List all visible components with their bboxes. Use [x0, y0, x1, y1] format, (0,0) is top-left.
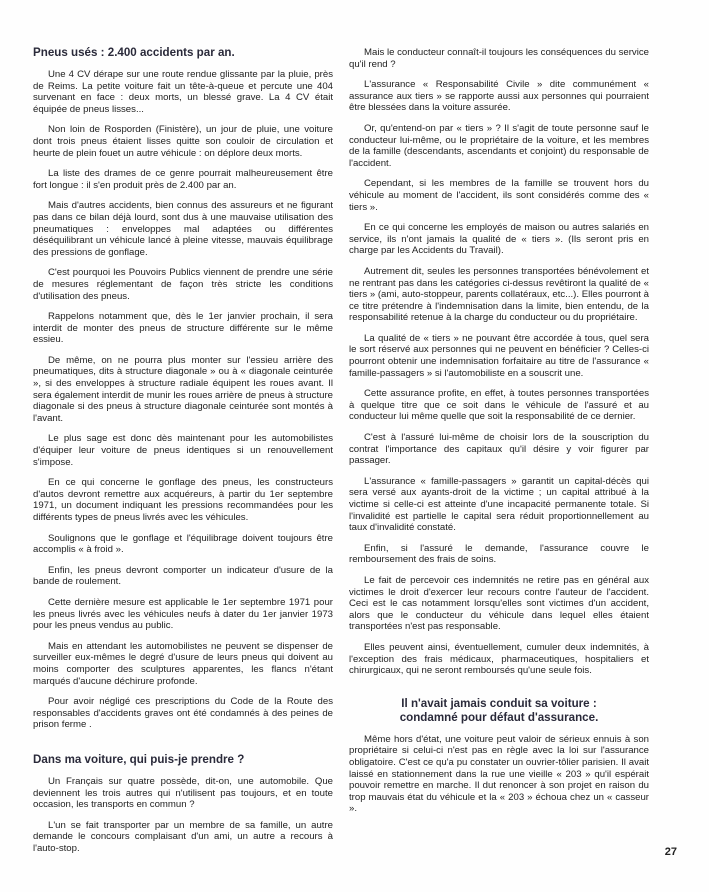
paragraph: C'est à l'assuré lui-même de choisir lors de la souscription du contrat l'importance des capitaux qu'il désire y voir figurer par passager.: [349, 432, 649, 467]
paragraph: En ce qui concerne le gonflage des pneus, les constructeurs d'autos devront remettre aux acquéreurs, à partir du 1er septembre 1971, un document indiquant les pressions recommandées pour les différents types de pneus livrés avec les véhicules.: [33, 477, 333, 523]
heading-pneus-uses: Pneus usés : 2.400 accidents par an.: [33, 46, 235, 59]
paragraph: L'un se fait transporter par un membre de sa famille, un autre demande le concours complaisant d'un ami, un autre a recours à l'auto-stop.: [33, 819, 333, 854]
paragraph: Même hors d'état, une voiture peut valoir de sérieux ennuis à son propriétaire si celui-ci n'est pas en règle avec la loi sur l'assurance obligatoire. C'est ce qu'a pu constater un ouvrier-tôlier parisien. Il avait laissé en stationnement dans la rue une vieille « 203 » qu'il espérait pouvoir remettre en marche. Il dut renoncer à son projet en raison du trop mauvais état du véhicule et la « 203 » échoua chez un « casseur ».: [349, 733, 649, 815]
paragraph: Mais d'autres accidents, bien connus des assureurs et ne figurant pas dans ce bilan déjà lourd, sont dus à une mauvaise utilisation des pneumatiques : enveloppes mal adaptées ou différentes déséquilibrant un véhicule lancé à pleine vitesse, mauvais équilibrage des pressions de gonflage.: [33, 200, 333, 258]
paragraph: La liste des drames de ce genre pourrait malheureusement être fort longue : il s'en produit près de 2.400 par an.: [33, 168, 333, 191]
page-number: 27: [664, 846, 677, 858]
paragraph: En ce qui concerne les employés de maison ou autres salariés en service, ils n'ont jamais la qualité de « tiers ». (Ils seront pris en charge par les Accidents du Travail).: [349, 222, 649, 257]
paragraph: Or, qu'entend-on par « tiers » ? Il s'agit de toute personne sauf le conducteur lui-même, ou le propriétaire de la voiture, et les membres de la famille (descendants, ascendants et conjoint) du responsable de l'accident.: [349, 122, 649, 169]
paragraph: Soulignons que le gonflage et l'équilibrage doivent toujours être accomplis « à froid ».: [33, 532, 333, 556]
paragraph: Cette dernière mesure est applicable le 1er septembre 1971 pour les pneus livrés avec les véhicules neufs à dater du 1er janvier 1973 pour les pneus vendus au public.: [33, 596, 333, 632]
paragraph: Pour avoir négligé ces prescriptions du Code de la Route des responsables d'accidents graves ont été condamnés à des peines de prison ferme .: [33, 696, 333, 731]
paragraph: Cette assurance profite, en effet, à toutes personnes transportées à quelque titre que ce soit dans le véhicule de l'assuré et au conducteur lui même quelle que soit la responsabilité de ce dernier.: [349, 388, 649, 423]
paragraph: Non loin de Rosporden (Finistère), un jour de pluie, une voiture dont trois pneus étaient lisses quitte son couloir de circulation et heurte de plein fouet un autre véhicule : on déplore deux morts.: [33, 124, 333, 159]
paragraph: L'assurance « famille-passagers » garantit un capital-décès qui sera versé aux ayants-droit de la victime ; un capital attribué à la victime si celle-ci est atteinte d'une incapacité permanente totale. Si l'invalidité est partielle le capital sera réduit proportionnellement au taux d'invalidité constaté.: [349, 475, 649, 534]
paragraph: De même, on ne pourra plus monter sur l'essieu arrière des pneumatiques, dits à structure diagonale » ou à « diagonale ceinturée », si des enveloppes à structure radiale équipent les roues avant. Il sera également interdit de munir les roues arrière de pneus à structure diagonale si des pneus à structure diagonale ceinturée sont montés à l'avant.: [33, 354, 333, 424]
paragraph: L'assurance « Responsabilité Civile » dite communément « assurance aux tiers » se rapporte aussi aux personnes qui pourraient être blessées dans la voiture assurée.: [349, 79, 649, 114]
paragraph: Enfin, les pneus devront comporter un indicateur d'usure de la bande de roulement.: [33, 564, 333, 588]
paragraph: Cependant, si les membres de la famille se trouvent hors du véhicule au moment de l'accident, ils sont considérés comme des « tiers ».: [349, 178, 649, 213]
paragraph: Rappelons notamment que, dès le 1er janvier prochain, il sera interdit de monter des pneus de structure différente sur le même essieu.: [33, 311, 333, 346]
paragraph: La qualité de « tiers » ne pouvant être accordée à tous, quel sera le sort réservé aux personnes qui ne peuvent en bénéficier ? Celles-ci pourront obtenir une indemnisation forfaitaire au titre de l'assurance « famille-passagers » si l'automobiliste en a souscrit une.: [349, 332, 649, 379]
paragraph: Le plus sage est donc dès maintenant pour les automobilistes d'équiper leur voiture de pneus identiques si un renouvellement s'impose.: [33, 433, 333, 468]
paragraph: Le fait de percevoir ces indemnités ne retire pas en général aux victimes le droit d'exercer leur recours contre l'auteur de l'accident. Ceci est le cas notamment lorsqu'elles sont victimes d'un accident, alors que le conducteur du véhicule dans lequel elles étaient transportées n'est pas responsable.: [349, 574, 649, 633]
paragraph: Mais en attendant les automobilistes ne peuvent se dispenser de surveiller eux-mêmes le degré d'usure de leurs pneus qui doivent au moins comporter des sculptures apparentes, les flancs n'étant marqués d'aucune déchirure profonde.: [33, 640, 333, 687]
heading-line: condamné pour défaut d'assurance.: [399, 710, 599, 724]
left-column: [33, 46, 333, 863]
paragraph: Elles peuvent ainsi, éventuellement, cumuler deux indemnités, à l'exception des frais médicaux, pharmaceutiques, hospitaliers et chirurgicaux, qui ne seront remboursés qu'une seule fois.: [349, 641, 649, 677]
heading-line: Il n'avait jamais conduit sa voiture :: [401, 696, 597, 710]
paragraph: Autrement dit, seules les personnes transportées bénévolement et ne rentrant pas dans les catégories ci-dessus revêtiront la qualité de « tiers » (ami, auto-stoppeur, parents collatéraux, etc...). Elles pourront à ce titre prétendre à l'indemnisation dans la limite, bien entendu, de la responsabilité retenue à la charge du conducteur ou du propriétaire.: [349, 265, 649, 324]
heading-jamais-conduit: [349, 697, 649, 725]
paragraph: Enfin, si l'assuré le demande, l'assurance couvre le remboursement des frais de soins.: [349, 542, 649, 566]
paragraph: Une 4 CV dérape sur une route rendue glissante par la pluie, près de Reims. La petite voiture fait un tête-à-queue et percute une 404 survenant en face : deux morts, un blessé grave. La 4 CV était équipée de pneus lisses...: [33, 69, 333, 115]
heading-dans-ma-voiture: Dans ma voiture, qui puis-je prendre ?: [33, 752, 245, 766]
right-column: [349, 47, 649, 824]
paragraph: Mais le conducteur connaît-il toujours les conséquences du service qu'il rend ?: [349, 47, 649, 70]
paragraph: C'est pourquoi les Pouvoirs Publics viennent de prendre une série de mesures réglementant de façon très stricte les conditions d'utilisation des pneus.: [33, 267, 333, 302]
paragraph: Un Français sur quatre possède, dit-on, une automobile. Que deviennent les trois autres qui n'utilisent pas toujours, et en toute occasion, les transports en commun ?: [33, 775, 333, 811]
